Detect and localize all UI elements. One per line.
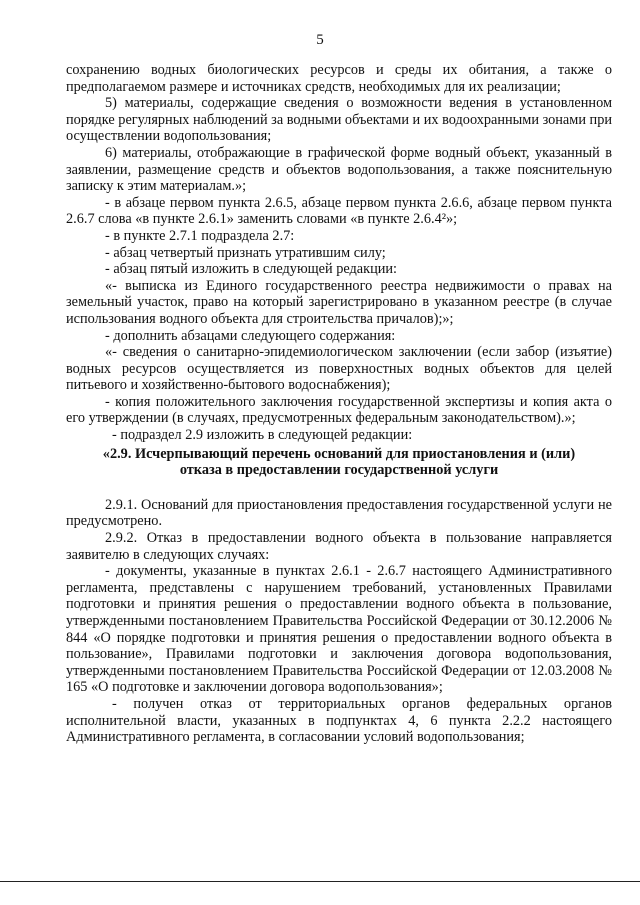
- paragraph: 6) материалы, отображающие в графической форме водный объект, указанный в заявлении, размещение средств и объектов водопользования, а также пояснительную записку к этим материалам.»;: [66, 144, 612, 195]
- paragraph: «- выписка из Единого государственного реестра недвижимости о правах на земельный участок, право на который зарегистрировано в указанном реестре (в случае использования водного объекта для строительства причалов);»;: [66, 277, 612, 327]
- paragraph: 2.9.1. Оснований для приостановления предоставления государственной услуги не предусмотрено.: [66, 496, 612, 530]
- page-number: 5: [316, 32, 324, 48]
- scan-edge-line: [0, 881, 640, 882]
- paragraph: 5) материалы, содержащие сведения о возможности ведения в установленном порядке регулярных наблюдений за водными объектами и их водоохранными зонами при осуществлении водопользования;: [66, 95, 612, 145]
- spacer: [66, 479, 612, 497]
- paragraph: 2.9.2. Отказ в предоставлении водного объекта в пользование направляется заявителю в следующих случаях:: [66, 530, 612, 563]
- paragraph: сохранению водных биологических ресурсов и среды их обитания, а также о предполагаемом размере и источниках средств, необходимых для их реализации;: [66, 62, 612, 95]
- paragraph: - подраздел 2.9 изложить в следующей редакции:: [112, 427, 413, 444]
- section-heading: [66, 446, 612, 479]
- document-body: [66, 62, 612, 746]
- paragraph: - получен отказ от территориальных органов федеральных органов исполнительной власти, указанных в подпунктах 4, 6 пункта 2.2.2 настоящего Административного регламента, в согласовании условий водопользования;: [66, 695, 612, 746]
- paragraph: - в пункте 2.7.1 подраздела 2.7:: [105, 227, 295, 244]
- paragraph: - в абзаце первом пункта 2.6.5, абзаце первом пункта 2.6.6, абзаце первом пункта 2.6.7 слова «в пункте 2.6.1» заменить словами «в пункте 2.6.4²»;: [66, 194, 612, 228]
- paragraph: - документы, указанные в пунктах 2.6.1 - 2.6.7 настоящего Административного регламента, представлены с нарушением требований, установленных Правилами подготовки и принятия решения о предоставлении водного объекта в пользование, утвержденными постановлением Правительства Российской Федерации от 30.12.2006 № 844 «О порядке подготовки и принятия решения о предоставлении водного объекта в пользование», Правилами подготовки и заключения договора водопользования, утвержденными постановлением Правительства Российской Федерации от 12.03.2008 № 165 «О подготовке и заключении договора водопользования»;: [66, 563, 612, 696]
- paragraph: - дополнить абзацами следующего содержания:: [105, 327, 396, 344]
- section-heading-line: отказа в предоставлении государственной услуги: [179, 462, 499, 479]
- paragraph: - копия положительного заключения государственной экспертизы и копия акта о его утверждении (в случаях, предусмотренных федеральным законодательством).»;: [66, 393, 612, 427]
- paragraph: - абзац четвертый признать утратившим силу;: [105, 244, 386, 261]
- paragraph: - абзац пятый изложить в следующей редакции:: [105, 261, 398, 278]
- section-heading-line: «2.9. Исчерпывающий перечень оснований для приостановления и (или): [102, 445, 576, 462]
- paragraph: «- сведения о санитарно-эпидемиологическом заключении (если забор (изъятие) водных ресурсов осуществляется из поверхностных водных объектов для целей питьевого и хозяйственно-бытового водоснабжения);: [66, 344, 612, 394]
